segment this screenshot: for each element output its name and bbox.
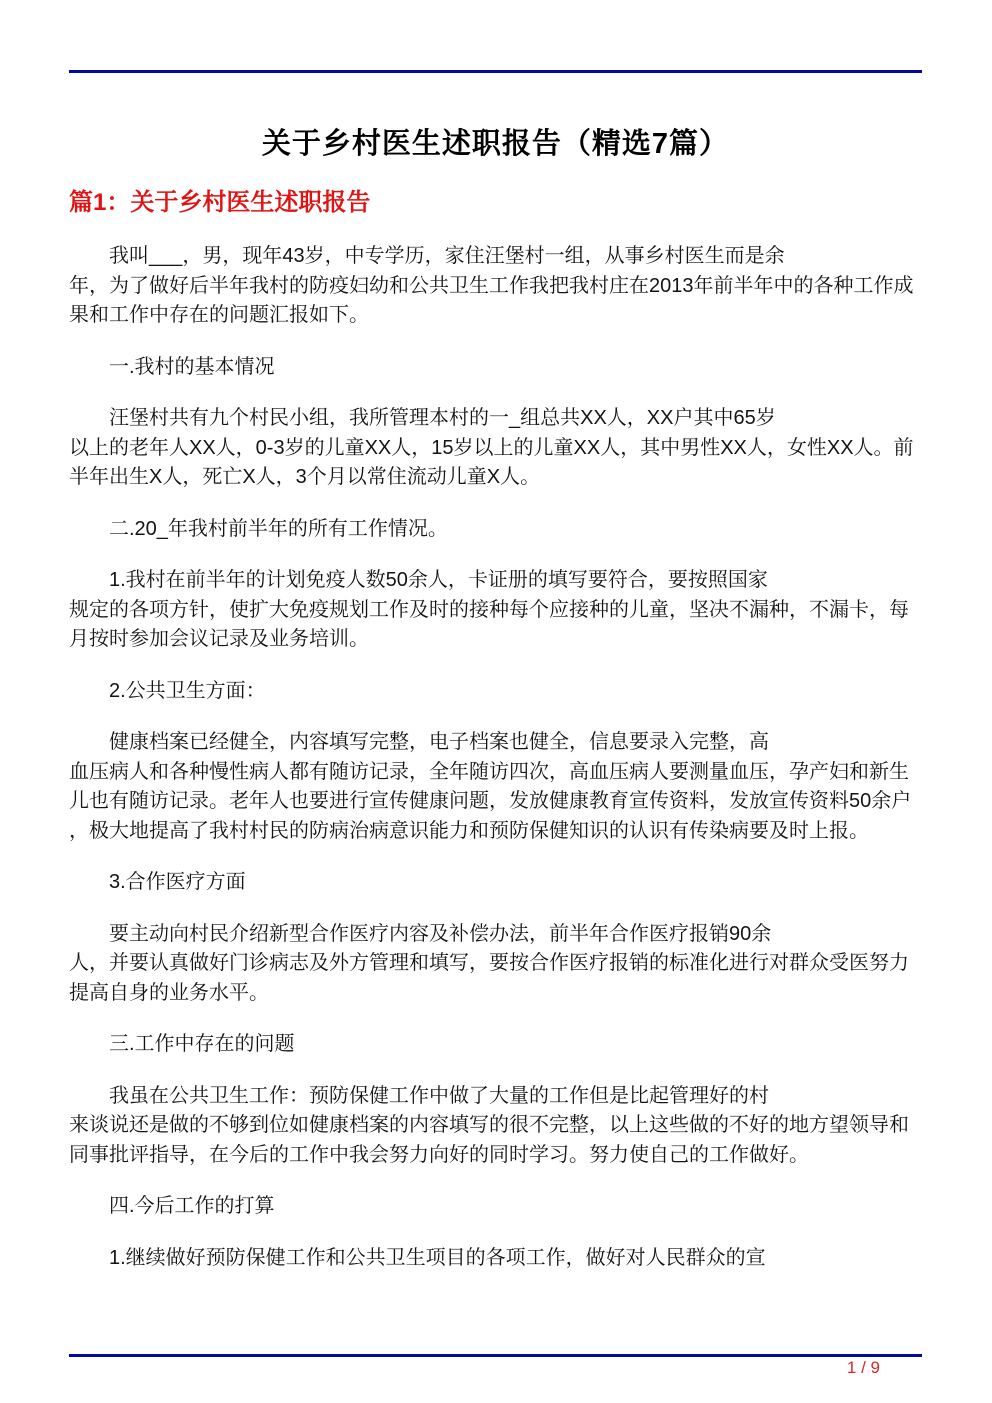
text-line: 我叫___，男，现年43岁，中专学历，家住汪堡村一组，从事乡村医生而是余 (109, 245, 785, 267)
text-line: 月按时参加会议记录及业务培训。 (69, 628, 369, 650)
text-line: 汪堡村共有九个村民小组，我所管理本村的一_组总共XX人，XX户其中65岁 (109, 407, 776, 429)
document-title: 关于乡村医生述职报告（精选7篇） (261, 128, 730, 160)
paragraph (69, 1244, 922, 1274)
text-line: 一.我村的基本情况 (109, 355, 275, 378)
paragraph (69, 404, 922, 493)
text-line: 以上的老年人XX人，0-3岁的儿童XX人，15岁以上的儿童XX人，其中男性XX人，女性XX人。前 (69, 436, 914, 459)
text-line: 三.工作中存在的问题 (109, 1033, 295, 1055)
text-line: 血压病人和各种慢性病人都有随访记录，全年随访四次，高血压病人要测量血压，孕产妇和新生 (69, 760, 909, 783)
text-line: 提高自身的业务水平。 (69, 981, 269, 1004)
text-line: ，极大地提高了我村村民的防病治病意识能力和预防保健知识的认识有传染病要及时上报。 (69, 819, 869, 842)
document-content (69, 70, 922, 1273)
text-line: 二.20_年我村前半年的所有工作情况。 (109, 517, 448, 540)
text-line: 要主动向村民介绍新型合作医疗内容及补偿办法，前半年合作医疗报销90余 (109, 922, 772, 945)
paragraph (69, 1192, 922, 1222)
text-line: 人，并要认真做好门诊病志及外方管理和填写，要按合作医疗报销的标准化进行对群众受医努力 (69, 952, 909, 974)
text-line: 来谈说还是做的不够到位如健康档案的内容填写的很不完整，以上这些做的不好的地方望领导和 (69, 1114, 909, 1136)
paragraph (69, 920, 922, 1009)
paragraph (69, 1082, 922, 1171)
text-line: 1.我村在前半年的计划免疫人数50余人，卡证册的填写要符合，要按照国家 (109, 569, 768, 591)
text-line: 同事批评指导，在今后的工作中我会努力向好的同时学习。努力使自己的工作做好。 (69, 1143, 809, 1166)
text-line: 年，为了做好后半年我村的防疫妇幼和公共卫生工作我把我村庄在2013年前半年中的各种工作成 (69, 274, 914, 297)
paragraph (69, 728, 922, 846)
paragraph (69, 868, 922, 898)
section-heading: 篇1：关于乡村医生述职报告 (69, 189, 371, 216)
text-line: 3.合作医疗方面 (109, 871, 246, 893)
paragraph (69, 1030, 922, 1060)
text-line: 半年出生X人，死亡X人，3个月以常住流动儿童X人。 (69, 466, 541, 488)
paragraph (69, 566, 922, 655)
text-line: 规定的各项方针，使扩大免疫规划工作及时的接种每个应接种的儿童，坚决不漏种，不漏卡，每 (69, 598, 909, 621)
paragraph (69, 677, 922, 707)
text-line: 儿也有随访记录。老年人也要进行宣传健康问题，发放健康教育宣传资料，发放宣传资料50余户 (69, 790, 912, 812)
footer-rule (69, 1354, 922, 1357)
text-line: 健康档案已经健全，内容填写完整，电子档案也健全，信息要录入完整，高 (109, 731, 769, 753)
paragraph (69, 242, 922, 331)
paragraph (69, 353, 922, 383)
text-line: 果和工作中存在的问题汇报如下。 (69, 304, 369, 326)
text-line: 我虽在公共卫生工作：预防保健工作中做了大量的工作但是比起管理好的村 (109, 1084, 769, 1107)
page-number: 1 / 9 (846, 1358, 880, 1377)
text-line: 四.今后工作的打算 (109, 1195, 275, 1217)
text-line: 2.公共卫生方面： (109, 679, 266, 702)
paragraph (69, 515, 922, 545)
text-line: 1.继续做好预防保健工作和公共卫生项目的各项工作，做好对人民群众的宣 (109, 1246, 766, 1269)
